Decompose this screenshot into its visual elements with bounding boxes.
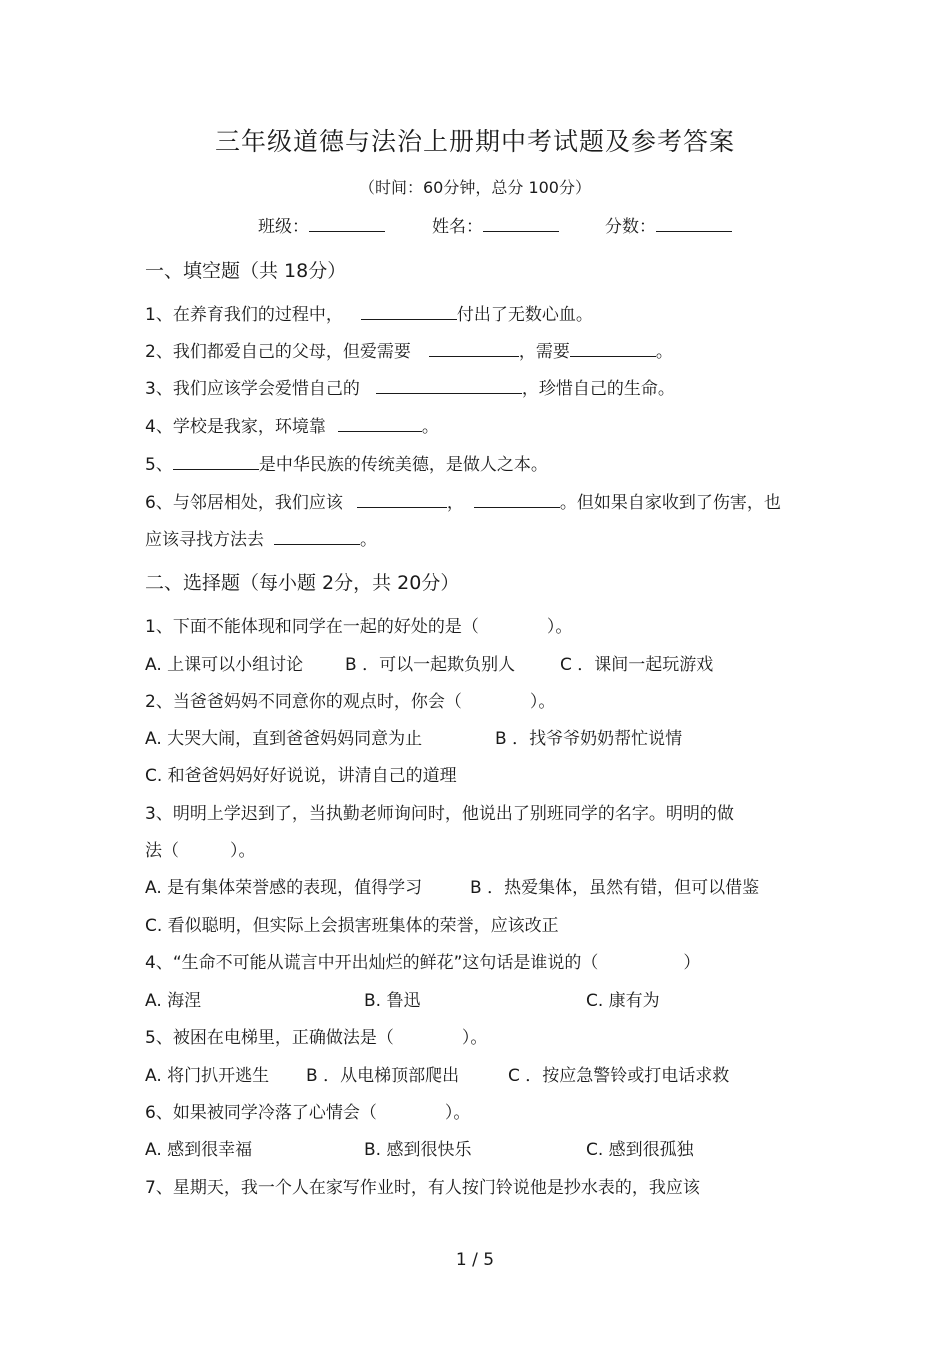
q2-option-c: C. 和爸爸妈妈好好说说，讲清自己的道理	[145, 766, 457, 786]
q4-text-start: 4、学校是我家，环境靠	[145, 417, 326, 437]
q5-option-c: C ．按应急警铃或打电话求救	[508, 1066, 730, 1086]
q5-option-a: A. 将门扒开逃生	[145, 1066, 270, 1086]
choice-question-5: 5、被困在电梯里，正确做法是（ ）。	[145, 1028, 488, 1048]
q6-text-mid: 。但如果自家收到了伤害，也	[559, 493, 781, 513]
q1-option-c: C ．课间一起玩游戏	[560, 655, 714, 675]
class-field	[258, 212, 385, 237]
section-choice-heading: 二、选择题（每小题 2分，共 20分）	[145, 572, 460, 594]
score-field	[605, 212, 732, 237]
name-label: 姓名：	[432, 217, 483, 237]
q2-option-b: B ．找爷爷奶奶帮忙说情	[495, 729, 683, 749]
fill-question-5	[145, 450, 548, 475]
q6-option-c: C. 感到很孤独	[586, 1140, 694, 1160]
q5-text-start: 5、	[145, 455, 173, 475]
name-blank	[483, 215, 559, 232]
score-label: 分数：	[605, 217, 656, 237]
name-field	[432, 212, 559, 237]
q2-text-mid: ，需要	[518, 342, 570, 362]
fill-question-6-cont	[145, 525, 377, 550]
q1-blank	[361, 304, 457, 320]
q3-text-start: 3、我们应该学会爱惜自己的	[145, 379, 360, 399]
choice-question-4: 4、“生命不可能从谎言中开出灿烂的鲜花”这句话是谁说的（ ）	[145, 953, 701, 973]
q3-option-a: A. 是有集体荣誉感的表现，值得学习	[145, 878, 423, 898]
q2-blank-2	[570, 341, 656, 357]
q3-text-end: ，珍惜自己的生命。	[521, 379, 675, 399]
q6-option-b: B. 感到很快乐	[364, 1140, 472, 1160]
q1-text-start: 1、在养育我们的过程中，	[145, 305, 343, 325]
q1-option-a: A. 上课可以小组讨论	[145, 655, 304, 675]
q6-text-end: 。	[360, 530, 377, 550]
q1-text-end: 付出了无数心血。	[456, 305, 593, 325]
section-fill-in-heading: 一、填空题（共 18分）	[145, 260, 347, 282]
q6-blank-2	[474, 492, 560, 508]
class-label: 班级：	[258, 217, 309, 237]
fill-question-4	[145, 412, 439, 437]
q6-blank-1	[357, 492, 447, 508]
q3-option-b: B ．热爱集体，虽然有错，但可以借鉴	[470, 878, 760, 898]
q4-blank	[338, 416, 422, 432]
q2-blank-1	[429, 341, 519, 357]
q1-option-b: B ．可以一起欺负别人	[345, 655, 516, 675]
choice-question-2: 2、当爸爸妈妈不同意你的观点时，你会（ ）。	[145, 692, 556, 712]
q5-text-end: 是中华民族的传统美德，是做人之本。	[258, 455, 548, 475]
q4-option-b: B. 鲁迅	[364, 991, 421, 1011]
q2-option-a: A. 大哭大闹，直到爸爸妈妈同意为止	[145, 729, 423, 749]
choice-question-6: 6、如果被同学冷落了心情会（ ）。	[145, 1103, 471, 1123]
choice-question-1: 1、下面不能体现和同学在一起的好处的是（ ）。	[145, 617, 573, 637]
page-title: 三年级道德与法治上册期中考试题及参考答案	[214, 127, 735, 156]
q6-option-a: A. 感到很幸福	[145, 1140, 253, 1160]
q6-text-cont: 应该寻找方法去	[145, 530, 264, 550]
q6-text-start: 6、与邻居相处，我们应该	[145, 493, 343, 513]
q6-text-comma: ，	[446, 493, 464, 513]
q5-option-b: B ．从电梯顶部爬出	[306, 1066, 460, 1086]
q2-text-start: 2、我们都爱自己的父母，但爱需要	[145, 342, 411, 362]
choice-question-3-cont: 法（ ）。	[145, 841, 256, 861]
choice-question-7: 7、星期天，我一个人在家写作业时，有人按门铃说他是抄水表的，我应该	[145, 1178, 700, 1198]
q4-option-a: A. 海涅	[145, 991, 202, 1011]
q5-blank	[173, 454, 259, 470]
class-blank	[309, 215, 385, 232]
choice-question-3: 3、明明上学迟到了，当执勤老师询问时，他说出了别班同学的名字。明明的做	[145, 804, 734, 824]
fill-question-6	[145, 488, 781, 513]
fill-question-1	[145, 300, 593, 325]
q3-blank	[376, 378, 522, 394]
q4-option-c: C. 康有为	[586, 991, 660, 1011]
page-number: 1 / 5	[455, 1250, 495, 1270]
fill-question-3	[145, 374, 675, 399]
q2-text-end: 。	[655, 342, 673, 362]
score-blank	[656, 215, 732, 232]
q6-blank-3	[274, 529, 360, 545]
fill-question-2	[145, 337, 673, 362]
q4-text-end: 。	[421, 417, 439, 437]
exam-time-score: （时间：60分钟，总分 100分）	[359, 178, 591, 197]
q3-option-c: C. 看似聪明，但实际上会损害班集体的荣誉，应该改正	[145, 916, 559, 936]
